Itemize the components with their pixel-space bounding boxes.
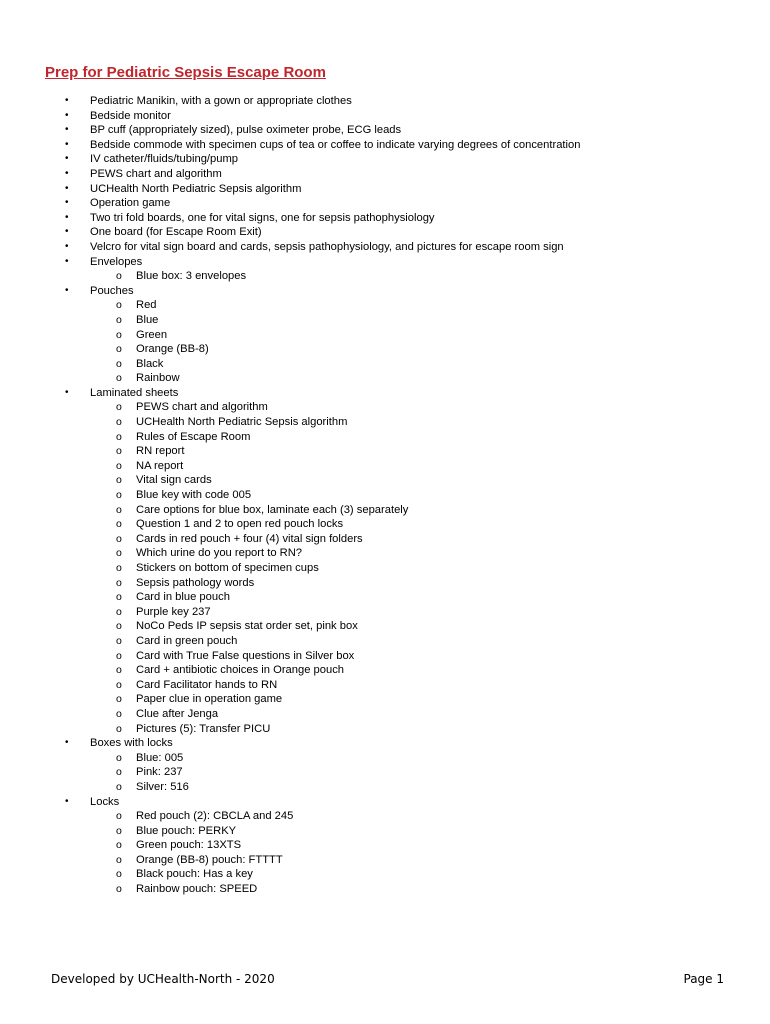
list-item (0, 795, 770, 810)
footer-credit: Developed by UCHealth-North - 2020 (51, 972, 275, 986)
sub-list-item (0, 459, 770, 474)
sub-list-item (0, 371, 770, 386)
sub-list-item-text: Red pouch (2): CBCLA and 245 (136, 810, 294, 823)
sub-bullet-icon: o (116, 401, 122, 414)
sub-bullet-icon: o (116, 299, 122, 312)
sub-list-item (0, 576, 770, 591)
list-item-text: Bedside commode with specimen cups of tea or coffee to indicate varying degrees of concentration (90, 138, 581, 151)
list-item-text: Locks (90, 795, 120, 808)
sub-list-item (0, 269, 770, 284)
sub-bullet-icon: o (116, 518, 122, 531)
list-item-text: BP cuff (appropriately sized), pulse oximeter probe, ECG leads (90, 124, 402, 137)
sub-bullet-icon: o (116, 649, 122, 662)
sub-list-item (0, 430, 770, 445)
sub-list-item-text: Card with True False questions in Silver box (136, 649, 355, 662)
list-item-text: UCHealth North Pediatric Sepsis algorithm (90, 182, 302, 195)
sub-bullet-icon: o (116, 372, 122, 385)
sub-bullet-icon: o (116, 810, 122, 823)
bullet-icon: • (65, 124, 69, 136)
bullet-icon: • (65, 284, 69, 296)
sub-list-item (0, 357, 770, 372)
sub-list-item-text: Blue key with code 005 (136, 489, 252, 502)
bullet-icon: • (65, 153, 69, 165)
list-item (0, 255, 770, 270)
sub-bullet-icon: o (116, 839, 122, 852)
list-item-text: IV catheter/fluids/tubing/pump (90, 153, 239, 166)
sub-bullet-icon: o (116, 576, 122, 589)
sub-list-item (0, 517, 770, 532)
sub-list-item (0, 634, 770, 649)
list-item-text: Two tri fold boards, one for vital signs, one for sepsis pathophysiology (90, 211, 435, 224)
sub-list-item-text: Blue: 005 (136, 751, 184, 764)
sub-list-item-text: Which urine do you report to RN? (136, 547, 303, 560)
sub-list-item (0, 678, 770, 693)
list-item-text: PEWS chart and algorithm (90, 167, 222, 180)
sub-bullet-icon: o (116, 780, 122, 793)
sub-bullet-icon: o (116, 722, 122, 735)
bullet-icon: • (65, 95, 69, 106)
list-item (0, 123, 770, 138)
list-item (0, 138, 770, 153)
sub-list-item-text: Rainbow pouch: SPEED (136, 883, 258, 896)
sub-bullet-icon: o (116, 459, 122, 472)
list-item (0, 736, 770, 751)
list-item (0, 196, 770, 211)
sub-bullet-icon: o (116, 532, 122, 545)
sub-list-item (0, 503, 770, 518)
sub-list-item (0, 838, 770, 853)
sub-list-item (0, 546, 770, 561)
sub-bullet-icon: o (116, 503, 122, 516)
sub-list-item (0, 663, 770, 678)
sub-list-item (0, 400, 770, 415)
sub-list-item-text: Card in blue pouch (136, 591, 230, 604)
sub-bullet-icon: o (116, 751, 122, 764)
bullet-icon: • (65, 386, 69, 398)
sub-bullet-icon: o (116, 678, 122, 691)
sub-list-item-text: Blue (136, 313, 159, 326)
sub-bullet-icon: o (116, 313, 122, 326)
sub-list-item-text: NA report (136, 459, 184, 472)
bullet-icon: • (65, 226, 69, 238)
sub-list-item-text: Green (136, 328, 168, 341)
sub-bullet-icon: o (116, 445, 122, 458)
sub-bullet-icon: o (116, 430, 122, 443)
list-item (0, 386, 770, 401)
sub-bullet-icon: o (116, 824, 122, 837)
sub-list-item (0, 867, 770, 882)
sub-list-item (0, 824, 770, 839)
sub-list-item (0, 605, 770, 620)
sub-list-item-text: Card + antibiotic choices in Orange pouch (136, 664, 345, 677)
list-item (0, 167, 770, 182)
sub-list-item-text: Orange (BB-8) (136, 343, 209, 356)
sub-list-item-text: Blue box: 3 envelopes (136, 270, 247, 283)
list-item-text: Laminated sheets (90, 386, 179, 399)
list-item (0, 240, 770, 255)
sub-list-item (0, 561, 770, 576)
list-item-text: One board (for Escape Room Exit) (90, 226, 262, 239)
sub-list-item (0, 590, 770, 605)
sub-list-item-text: Cards in red pouch + four (4) vital sign folders (136, 532, 363, 545)
list-item-text: Operation game (90, 197, 171, 210)
sub-list-item-text: Card Facilitator hands to RN (136, 678, 278, 691)
sub-bullet-icon: o (116, 664, 122, 677)
sub-list-item (0, 780, 770, 795)
sub-list-item-text: Blue pouch: PERKY (136, 824, 237, 837)
sub-bullet-icon: o (116, 547, 122, 560)
sub-list-item-text: Red (136, 299, 157, 312)
list-item (0, 284, 770, 299)
sub-list-item-text: PEWS chart and algorithm (136, 401, 268, 414)
sub-list-item-text: Card in green pouch (136, 634, 238, 647)
list-item-text: Pediatric Manikin, with a gown or appropriate clothes (90, 95, 352, 107)
sub-list-item-text: NoCo Peds IP sepsis stat order set, pink box (136, 620, 358, 633)
sub-list-item-text: Paper clue in operation game (136, 693, 283, 706)
page-number: Page 1 (683, 972, 724, 986)
sub-bullet-icon: o (116, 328, 122, 341)
sub-bullet-icon: o (116, 343, 122, 356)
sub-list-item-text: Black (136, 357, 164, 370)
sub-bullet-icon: o (116, 883, 122, 896)
sub-list-item (0, 853, 770, 868)
sub-bullet-icon: o (116, 707, 122, 720)
list-item-text: Pouches (90, 284, 134, 297)
sub-list-item-text: Sepsis pathology words (136, 576, 255, 589)
sub-bullet-icon: o (116, 853, 122, 866)
bullet-icon: • (65, 138, 69, 150)
sub-bullet-icon: o (116, 474, 122, 487)
sub-list-item (0, 342, 770, 357)
sub-list-item (0, 298, 770, 313)
sub-list-item-text: Black pouch: Has a key (136, 868, 253, 881)
sub-bullet-icon: o (116, 868, 122, 881)
sub-list-item-text: Pictures (5): Transfer PICU (136, 722, 271, 735)
sub-list-item-text: Vital sign cards (136, 474, 212, 487)
sub-list-item-text: Pink: 237 (136, 766, 183, 779)
sub-list-item (0, 328, 770, 343)
list-item (0, 109, 770, 124)
document-title: Prep for Pediatric Sepsis Escape Room (45, 64, 326, 81)
list-item (0, 182, 770, 197)
sub-list-item (0, 809, 770, 824)
list-item (0, 152, 770, 167)
bullet-icon: • (65, 255, 69, 267)
sub-list-item (0, 751, 770, 766)
bullet-icon: • (65, 211, 69, 223)
prep-checklist (0, 94, 770, 897)
sub-list-item-text: Care options for blue box, laminate each (3) separately (136, 503, 409, 516)
sub-list-item-text: Question 1 and 2 to open red pouch locks (136, 518, 344, 531)
list-item (0, 211, 770, 226)
sub-list-item (0, 722, 770, 737)
list-item (0, 94, 770, 109)
sub-list-item-text: Clue after Jenga (136, 707, 219, 720)
sub-list-item-text: Rules of Escape Room (136, 430, 251, 443)
list-item (0, 225, 770, 240)
bullet-icon: • (65, 197, 69, 209)
sub-bullet-icon: o (116, 357, 122, 370)
sub-list-item (0, 415, 770, 430)
list-item-text: Bedside monitor (90, 109, 171, 122)
sub-bullet-icon: o (116, 766, 122, 779)
sub-bullet-icon: o (116, 489, 122, 502)
sub-list-item-text: Purple key 237 (136, 605, 211, 618)
sub-list-item (0, 692, 770, 707)
sub-list-item (0, 473, 770, 488)
sub-bullet-icon: o (116, 620, 122, 633)
sub-list-item-text: Silver: 516 (136, 780, 189, 793)
list-item-text: Envelopes (90, 255, 143, 268)
list-item-text: Boxes with locks (90, 737, 173, 750)
sub-list-item-text: UCHealth North Pediatric Sepsis algorithm (136, 416, 348, 429)
sub-list-item (0, 619, 770, 634)
sub-bullet-icon: o (116, 591, 122, 604)
sub-list-item-text: Green pouch: 13XTS (136, 839, 242, 852)
sub-list-item-text: RN report (136, 445, 185, 458)
sub-bullet-icon: o (116, 634, 122, 647)
bullet-icon: • (65, 240, 69, 252)
sub-bullet-icon: o (116, 562, 122, 574)
bullet-icon: • (65, 182, 69, 194)
list-item-text: Velcro for vital sign board and cards, sepsis pathophysiology, and pictures for escape room sign (90, 240, 564, 253)
sub-list-item-text: Orange (BB-8) pouch: FTTTT (136, 853, 283, 866)
sub-list-item-text: Stickers on bottom of specimen cups (136, 562, 319, 574)
sub-bullet-icon: o (116, 605, 122, 618)
sub-list-item (0, 649, 770, 664)
sub-bullet-icon: o (116, 416, 122, 429)
bullet-icon: • (65, 795, 69, 807)
sub-list-item (0, 444, 770, 459)
sub-list-item (0, 532, 770, 547)
bullet-icon: • (65, 737, 69, 749)
bullet-icon: • (65, 167, 69, 179)
bullet-icon: • (65, 109, 69, 121)
sub-list-item (0, 765, 770, 780)
sub-list-item (0, 488, 770, 503)
sub-bullet-icon: o (116, 270, 122, 283)
sub-list-item-text: Rainbow (136, 372, 180, 385)
sub-bullet-icon: o (116, 693, 122, 706)
sub-list-item (0, 882, 770, 897)
sub-list-item (0, 707, 770, 722)
sub-list-item (0, 313, 770, 328)
